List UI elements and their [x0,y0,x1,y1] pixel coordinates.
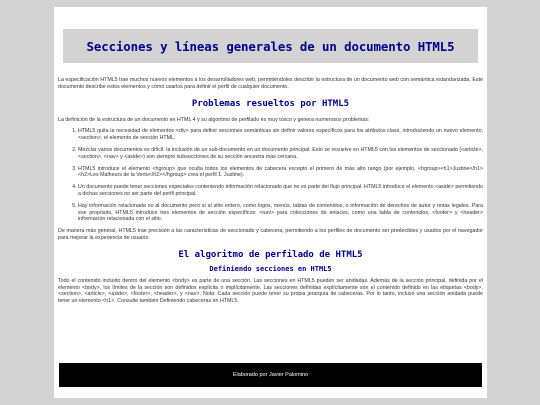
heading-problemas: Problemas resueltos por HTML5 [191,98,350,109]
footer-text: Elaborado por Javier Palomino [232,372,309,378]
algoritmo-paragraph: Todo el contenido incluido dentro del elemento <body> es parte de una sección. Las secciones en HTML5 pueden ser anidadas. Además de la sección principal, definida por el elemento <body>, los límites de la sección son definidos explícita o implícitamente. Las secciones definidas explícitamente son el contenido definido en las etiquetas <body>, <section>, <article>, <aside>, <footer>, <header>, y <nav>. Nota: Cada sección puede tener su propia jerarquía de cabeceras. Por lo tanto, incluso una sección anidada puede tener un elemento <h1>. Consulte también Definiendo cabeceras en HTML5. [58,277,483,305]
problemas-paragraph: La definición de la estructura de un documento en HTML 4 y su algoritmo de perfilado es muy tosco y genera numerosos problemas: [58,116,370,123]
heading-algoritmo: El algoritmo de perfilado de HTML5 [178,249,363,260]
intro-paragraph: La especificación HTML5 trae muchos nuevos elementos a los desarrolladores web, permitiéndoles describir la estructura de un documento web con semántica estandarizada. Este documento describe estos elementos y cómo usarlos para definir el perfil de cualquier documento. [58,77,483,90]
list-item: 1. HTML5 quita la necesidad de elementos <div> para definir secciones semánticas sin definir valores específicos para los atributos class, introduciendo un nuevo elemento, <section>, el elemento de sección HTML. [78,128,483,142]
subheading-definiendo: Definiendo secciones en HTML5 [209,264,332,273]
list-item: 4. Un documento puede tener secciones especiales conteniendo información relacionado que no es parte del flujo principal. HTML5 introduce el elemento <aside> permitiendo a dichas secciones no ser parte del perfil principal. [78,184,483,198]
page-title: Secciones y líneas generales de un documento HTML5 [86,38,455,54]
document-page [54,7,487,398]
list-item: 2. Mezclar varios documentos es difícil: la inclusión de un sub-documento en un documento principal. Esto se resuelve en HTML5 con los elementos de seccionado (<article>, <section>, <nav> y <aside>) son siempre subsecciones de su sección ancestra más cercana. [78,147,483,161]
page-footer [59,363,482,387]
title-banner [63,29,478,63]
closing-paragraph: De manera más general, HTML5 trae precisión a las características de seccionado y cabecera, permitiendo a los perfiles de documento ser predecibles y usados por el navegador para mejorar la experiencia de usuario. [58,228,483,241]
problemas-list [58,128,483,223]
list-item: 5. Hay información relacionada no al documento pero sí al sitio entero, como logos, menús, tablas de contenidos, o información de derechos de autor y notas legales. Para ese propósito, HTML5 introduce tres elementos de sección específicos: <nav> para colecciones de enlaces, como una tabla de contenidos, <footer> y <header> información relacionada con el sitio. [78,203,483,223]
list-item: 3. HTML5 introduce el elemento <hgroup> que oculta todos los elementos de cabecera excepto el primero de más alto rango (por ejemplo, <hgroup><h1>Justine</h1><h2>Les Malheurs de la Vertu</h2></hgroup> crea el perfil 1. Justine). [78,166,483,180]
